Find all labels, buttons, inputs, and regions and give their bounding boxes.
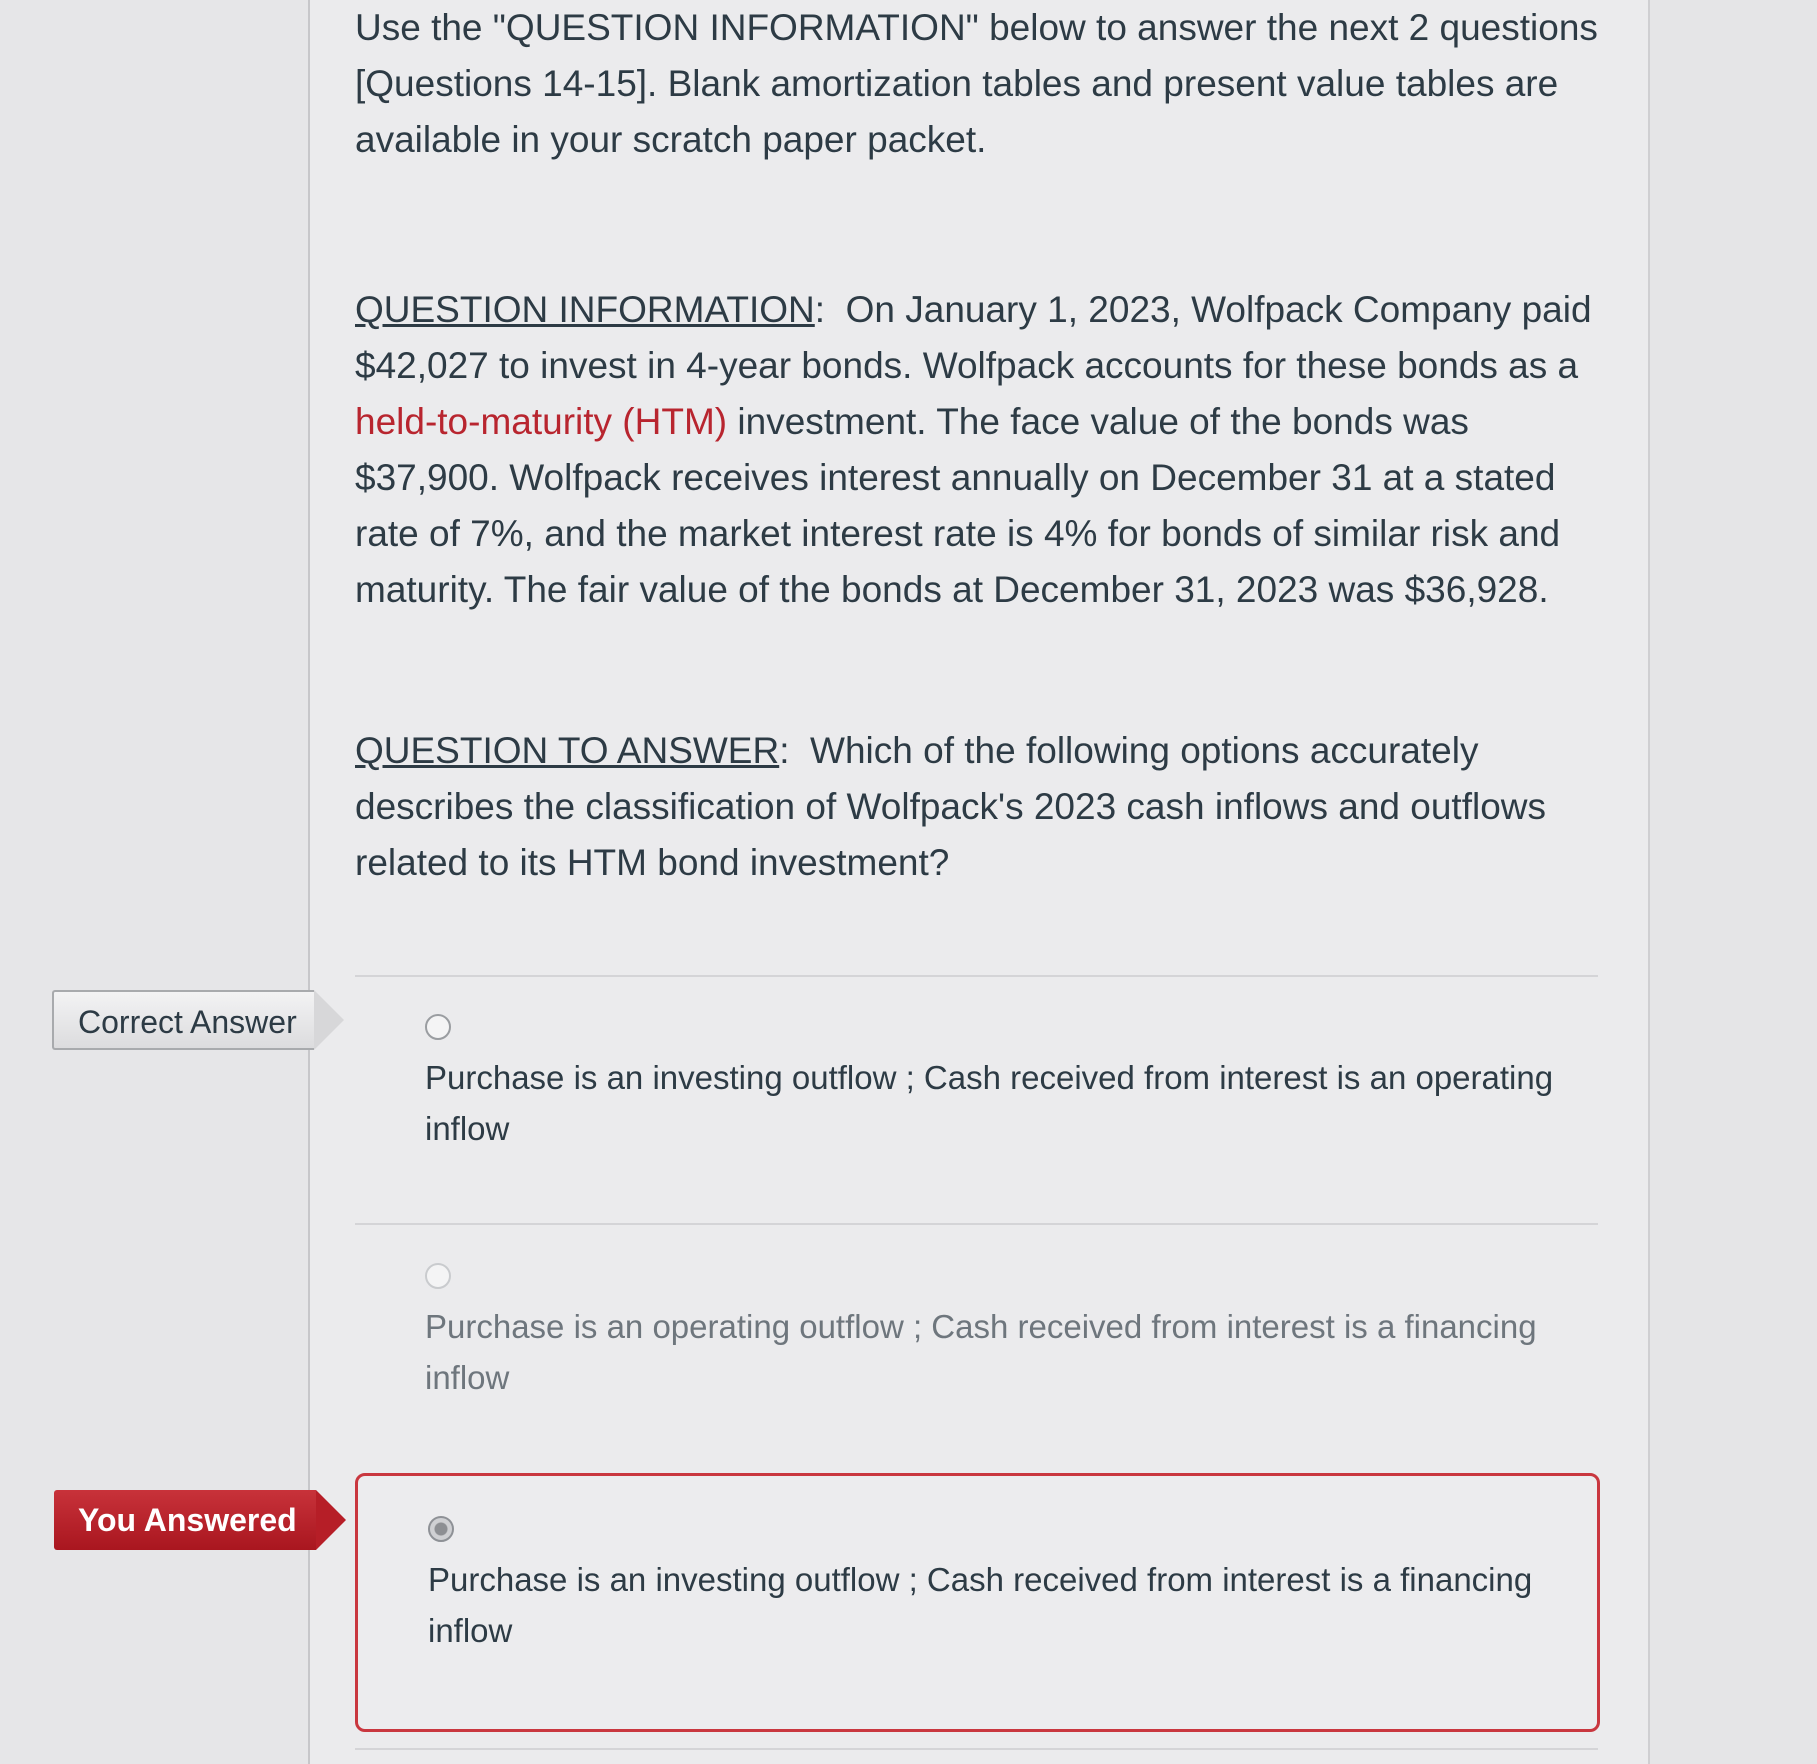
question-information-text: On January 1, 2023, Wolfpack Company paid $42,027 to invest in 4-year bonds. Wolfpack accounts for these bonds as a (355, 289, 1592, 386)
question-information-text-cont: investment. The face value of the bonds was $37,900. Wolfpack receives interest annually on December 31 at a stated rate of 7%, and the market interest rate is 4% for bonds of similar risk and maturity. The fair value of the bonds at December 31, 2023 was $36,928. (355, 401, 1561, 610)
radio-button-option-1[interactable] (425, 1014, 451, 1040)
answer-option-3-selected-wrong[interactable] (355, 1473, 1600, 1732)
answers-divider (355, 1748, 1598, 1750)
answers-divider (355, 975, 1598, 977)
radio-button-option-2[interactable] (425, 1263, 451, 1289)
right-margin (1650, 0, 1817, 1764)
htm-highlight: held-to-maturity (HTM) (355, 401, 728, 442)
correct-answer-badge: Correct Answer (52, 990, 314, 1050)
answer-option-1[interactable] (355, 1014, 1598, 1194)
answers-divider (355, 1223, 1598, 1225)
radio-button-option-3-checked[interactable] (428, 1516, 454, 1542)
answer-option-2[interactable] (355, 1263, 1598, 1443)
question-information: QUESTION INFORMATION: On January 1, 2023, Wolfpack Company paid $42,027 to invest in 4-year bonds. Wolfpack accounts for these bonds as a held-to-maturity (HTM) investment. The face value of the bonds was $37,900. Wolfpack receives interest annually on December 31 at a stated rate of 7%, and the market interest rate is 4% for bonds of similar risk and maturity. The fair value of the bonds at December 31, 2023 was $36,928. (355, 289, 1592, 610)
question-intro: Use the "QUESTION INFORMATION" below to answer the next 2 questions [Questions 14-15]. Blank amortization tables and present value tables are available in your scratch paper packet. (355, 7, 1598, 160)
question-to-answer-heading: QUESTION TO ANSWER (355, 730, 780, 771)
answer-option-2-text: Purchase is an operating outflow ; Cash received from interest is a financing inflow (425, 1308, 1537, 1396)
answer-option-1-text: Purchase is an investing outflow ; Cash received from interest is an operating inflow (425, 1059, 1554, 1147)
answer-option-3-text: Purchase is an investing outflow ; Cash received from interest is a financing inflow (428, 1561, 1533, 1649)
question-information-heading: QUESTION INFORMATION (355, 289, 815, 330)
you-answered-badge: You Answered (54, 1490, 316, 1550)
question-to-answer: QUESTION TO ANSWER: Which of the following options accurately describes the classification of Wolfpack's 2023 cash inflows and outflows related to its HTM bond investment? (355, 730, 1546, 883)
question-to-answer-text: Which of the following options accurately describes the classification of Wolfpack's 2023 cash inflows and outflows related to its HTM bond investment? (355, 730, 1546, 883)
